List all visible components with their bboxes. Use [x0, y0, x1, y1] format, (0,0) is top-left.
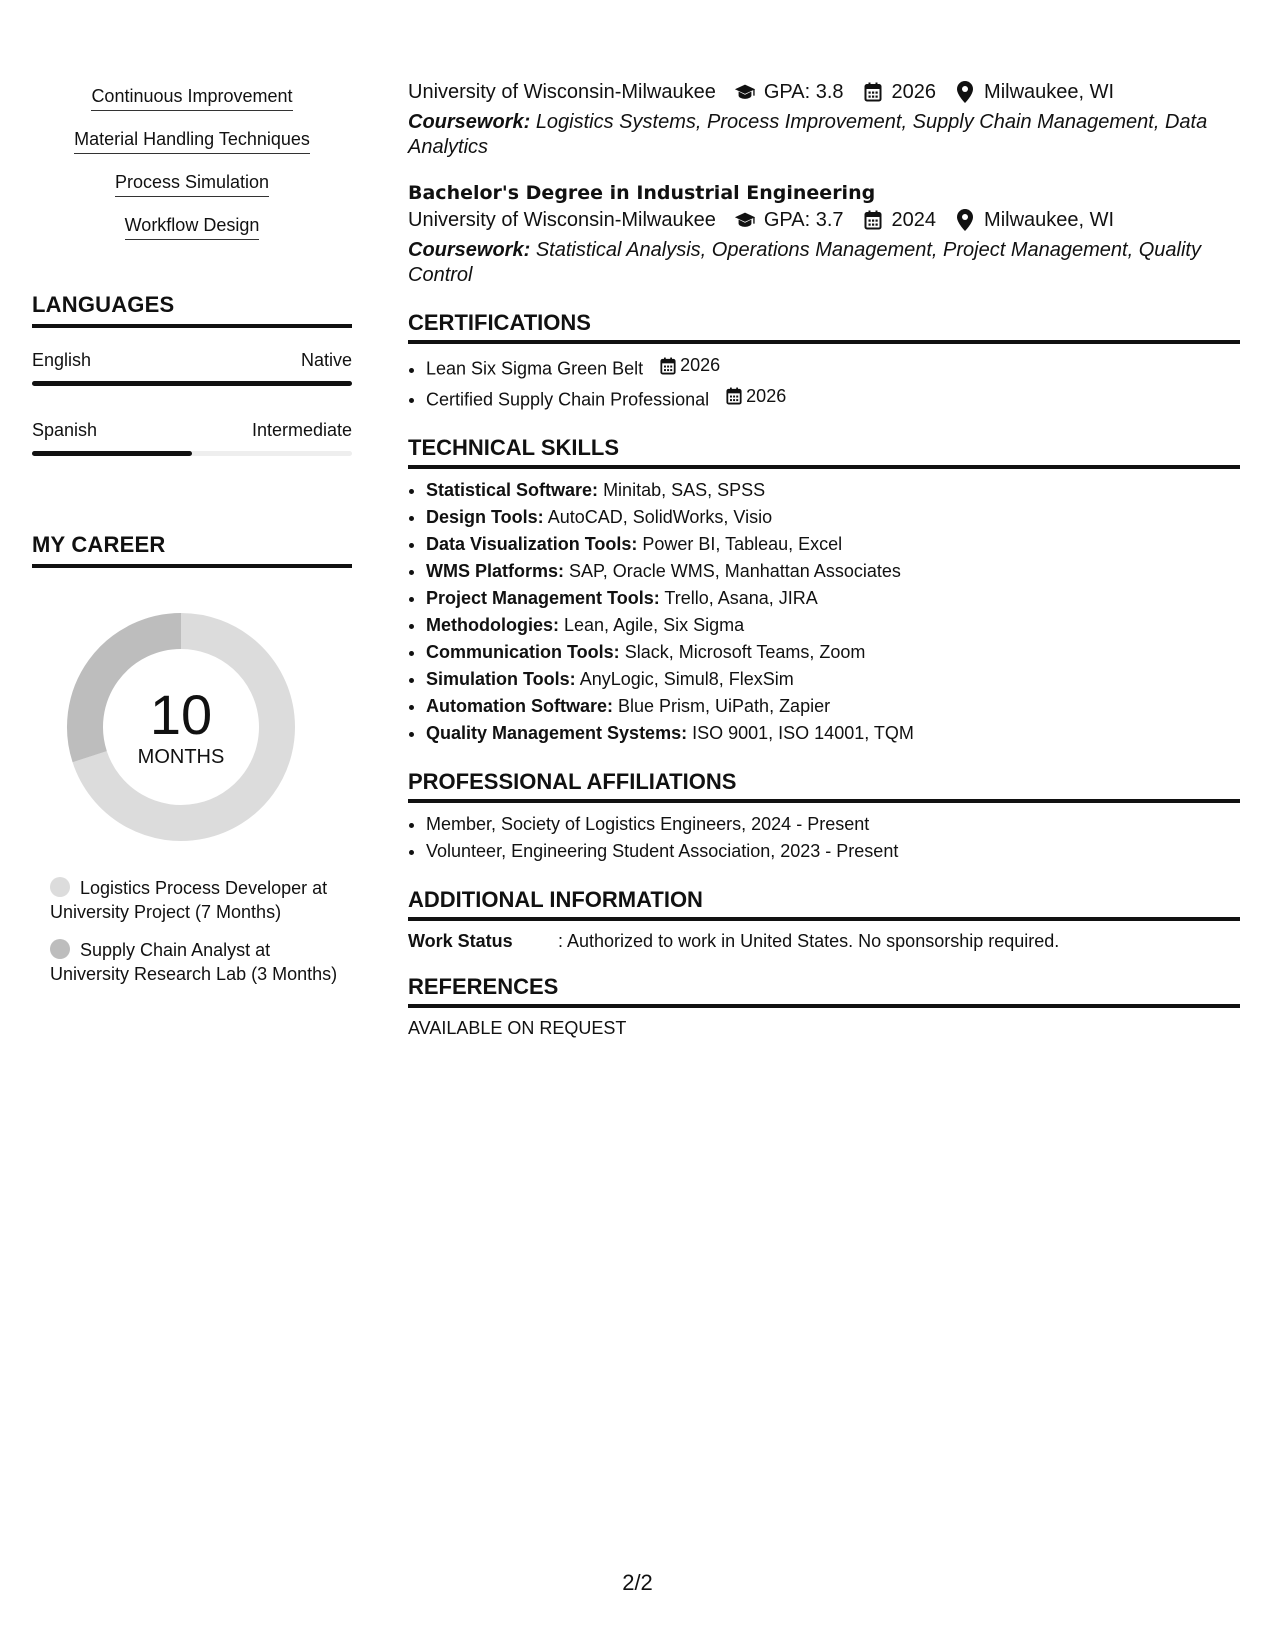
language-bar-fill [32, 451, 192, 456]
skill-tag: Material Handling Techniques [74, 127, 310, 154]
skill-tag: Continuous Improvement [91, 84, 292, 111]
career-total-unit: MONTHS [137, 745, 225, 768]
skill-values: Blue Prism, UiPath, Zapier [618, 696, 831, 716]
work-status-row [408, 931, 1240, 952]
language-level: Intermediate [251, 420, 352, 440]
language-level: Native [300, 350, 352, 370]
calendar-icon [660, 357, 676, 375]
certification-name: Lean Six Sigma Green Belt [426, 358, 644, 379]
graduation-cap-icon [734, 209, 756, 231]
coursework-label: Coursework: [408, 111, 531, 133]
career-heading: MY CAREER [32, 532, 352, 568]
gpa: GPA: 3.7 [763, 209, 844, 231]
career-total-value: 10 [149, 682, 213, 746]
education-meta [408, 206, 1240, 234]
calendar-icon [862, 209, 884, 231]
career-donut-chart [66, 612, 296, 842]
affiliations-list [408, 811, 1240, 865]
skill-category: Communication Tools: [426, 642, 620, 662]
skill-values: Minitab, SAS, SPSS [603, 480, 766, 500]
skill-category: Design Tools: [426, 507, 544, 527]
skill-values: Power BI, Tableau, Excel [642, 534, 843, 554]
language-bar [32, 381, 352, 386]
skill-values: Slack, Microsoft Teams, Zoom [624, 642, 866, 662]
school-name: University of Wisconsin-Milwaukee [408, 81, 716, 103]
language-row [32, 350, 352, 371]
skill-category: Automation Software: [426, 696, 613, 716]
right-column [408, 78, 1240, 1039]
technical-skill-item [426, 612, 1240, 639]
certification-item [426, 383, 1240, 414]
map-pin-icon [954, 81, 976, 103]
education-meta [408, 78, 1240, 106]
calendar-icon [862, 81, 884, 103]
certifications-list [408, 352, 1240, 413]
degree-title: Bachelor's Degree in Industrial Engineering [408, 182, 876, 204]
technical-skill-item [426, 720, 1240, 747]
technical-skill-item [426, 639, 1240, 666]
technical-skill-item [426, 585, 1240, 612]
certification-date [726, 383, 786, 410]
location: Milwaukee, WI [984, 81, 1115, 103]
gpa: GPA: 3.8 [763, 81, 844, 103]
affiliation-item: • Volunteer, Engineering Student Association, 2023 - Present [426, 838, 1240, 865]
work-status-label: Work Status [408, 931, 513, 951]
technical-skills-heading: TECHNICAL SKILLS [408, 435, 1240, 469]
coursework [408, 110, 1240, 160]
affiliations-heading: PROFESSIONAL AFFILIATIONS [408, 769, 1240, 803]
career-legend [50, 876, 340, 986]
education-entry [408, 180, 1240, 288]
technical-skill-item [426, 693, 1240, 720]
language-row [32, 420, 352, 441]
page-number: 2/2 [622, 1570, 653, 1595]
affiliation-item: • Member, Society of Logistics Engineers, 2024 - Present [426, 811, 1240, 838]
skill-tags [32, 84, 352, 256]
technical-skill-item [426, 558, 1240, 585]
skill-category: WMS Platforms: [426, 561, 565, 581]
technical-skill-item [426, 666, 1240, 693]
career-entry-label: Supply Chain Analyst at University Research Lab (3 Months) [50, 940, 338, 984]
donut-center [66, 612, 296, 842]
skill-category: Statistical Software: [426, 480, 599, 500]
skill-values: AutoCAD, SolidWorks, Visio [547, 507, 773, 527]
technical-skills-list [408, 477, 1240, 747]
career-section [32, 532, 352, 986]
technical-skill-item [426, 504, 1240, 531]
graduation-year: 2026 [891, 81, 937, 103]
technical-skill-item [426, 531, 1240, 558]
language-name: English [32, 350, 92, 370]
legend-dot-icon [50, 877, 70, 897]
references-heading: REFERENCES [408, 974, 1240, 1008]
school-name: University of Wisconsin-Milwaukee [408, 209, 716, 231]
legend-dot-icon [50, 939, 70, 959]
language-bar [32, 451, 352, 456]
skill-values: SAP, Oracle WMS, Manhattan Associates [569, 561, 901, 581]
career-entry-label: Logistics Process Developer at University Project (7 Months) [50, 878, 328, 922]
graduation-cap-icon [734, 81, 756, 103]
language-name: Spanish [32, 420, 98, 440]
certification-year: 2026 [680, 355, 721, 375]
skill-category: Simulation Tools: [426, 669, 576, 689]
skill-category: Data Visualization Tools: [426, 534, 638, 554]
education-entry [408, 78, 1240, 160]
certification-year: 2026 [746, 385, 787, 406]
location: Milwaukee, WI [984, 209, 1115, 231]
coursework-list: Logistics Systems, Process Improvement, Supply Chain Management, Data Analytics [408, 111, 1208, 158]
work-status-value: : Authorized to work in United States. No sponsorship required. [558, 931, 1060, 951]
graduation-year: 2024 [891, 209, 937, 231]
left-column [32, 84, 352, 1000]
certification-item [426, 352, 1240, 383]
technical-skill-item [426, 477, 1240, 504]
coursework [408, 238, 1240, 288]
skill-category: Quality Management Systems: [426, 723, 688, 743]
references-text: AVAILABLE ON REQUEST [408, 1018, 627, 1038]
map-pin-icon [954, 209, 976, 231]
skill-values: ISO 9001, ISO 14001, TQM [692, 723, 914, 743]
calendar-icon [726, 387, 742, 405]
coursework-list: Statistical Analysis, Operations Management, Project Management, Quality Control [408, 239, 1201, 286]
skill-values: AnyLogic, Simul8, FlexSim [579, 669, 794, 689]
skill-category: Methodologies: [426, 615, 559, 635]
career-legend-item [50, 938, 340, 986]
career-legend-item [50, 876, 340, 924]
certification-name: Certified Supply Chain Professional [426, 389, 710, 409]
languages-section [32, 292, 352, 456]
skill-tag: Workflow Design [125, 213, 260, 240]
additional-info-heading: ADDITIONAL INFORMATION [408, 887, 1240, 921]
skill-category: Project Management Tools: [426, 588, 660, 608]
certifications-heading: CERTIFICATIONS [408, 310, 1240, 344]
coursework-label: Coursework: [408, 239, 531, 261]
skill-tag: Process Simulation [115, 170, 269, 197]
certification-date [660, 352, 720, 379]
languages-heading: LANGUAGES [32, 292, 352, 328]
language-bar-fill [32, 381, 352, 386]
skill-values: Lean, Agile, Six Sigma [564, 615, 745, 635]
skill-values: Trello, Asana, JIRA [664, 588, 818, 608]
